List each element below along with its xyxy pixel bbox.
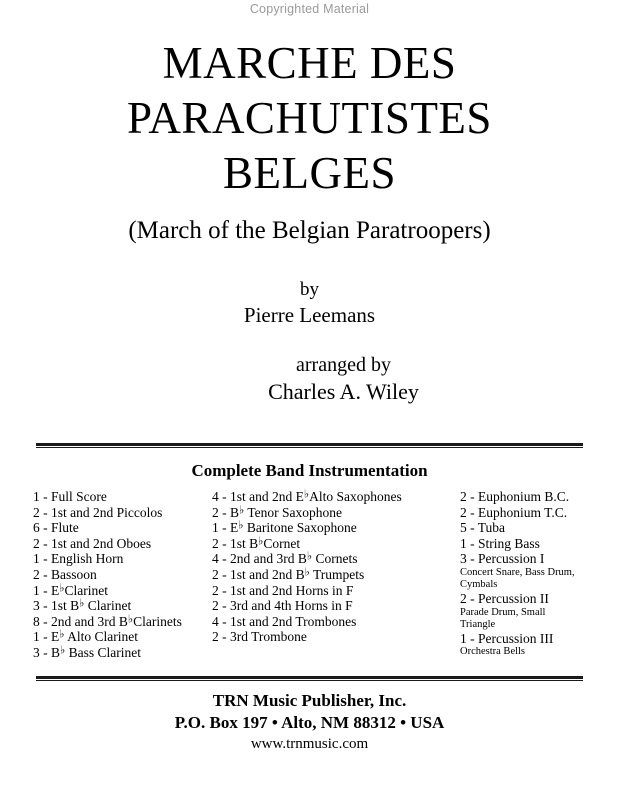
- instrumentation-item: 2 - B♭ Tenor Saxophone: [212, 504, 343, 520]
- divider-thin-line: [36, 680, 583, 681]
- flat-symbol-icon: ♭: [258, 535, 264, 548]
- instrumentation-item: 2 - Bassoon: [33, 566, 97, 582]
- publisher-website: www.trnmusic.com: [250, 736, 369, 752]
- instrumentation-item: 2 - 3rd Trombone: [212, 629, 307, 645]
- title-line-3: BELGES: [222, 148, 396, 198]
- flat-symbol-icon: ♭: [60, 644, 66, 657]
- instrumentation-detail: Concert Snare, Bass Drum,: [460, 566, 575, 578]
- instrumentation-column-3: [460, 489, 618, 658]
- arranger-label: arranged by: [296, 354, 391, 376]
- publisher-name: TRN Music Publisher, Inc.: [212, 691, 407, 710]
- flat-symbol-icon: ♭: [304, 566, 310, 579]
- divider-thin-line: [36, 447, 583, 448]
- instrumentation-item: 3 - Percussion I: [460, 551, 545, 567]
- instrumentation-item: 2 - 1st and 2nd Oboes: [33, 535, 152, 551]
- instrumentation-item: 2 - Percussion II: [460, 590, 549, 606]
- instrumentation-item: 3 - B♭ Bass Clarinet: [33, 644, 141, 660]
- instrumentation-item: 1 - E♭ Alto Clarinet: [33, 629, 138, 645]
- instrumentation-item: 4 - 1st and 2nd E♭Alto Saxophones: [212, 488, 402, 504]
- publisher-address: P.O. Box 197 • Alto, NM 88312 • USA: [174, 713, 445, 732]
- instrumentation-item: 5 - Tuba: [460, 520, 506, 536]
- instrumentation-item: 1 - E♭ Baritone Saxophone: [212, 519, 357, 536]
- subtitle: (March of the Belgian Paratroopers): [128, 217, 491, 244]
- flat-symbol-icon: ♭: [238, 519, 244, 532]
- flat-symbol-icon: ♭: [59, 582, 65, 595]
- flat-symbol-icon: ♭: [303, 488, 310, 501]
- instrumentation-item: 3 - 1st B♭ Clarinet: [33, 597, 132, 614]
- instrumentation-item: 1 - E♭Clarinet: [33, 582, 108, 598]
- title-line-1: MARCHE DES: [162, 38, 457, 88]
- flat-symbol-icon: ♭: [127, 613, 134, 626]
- instrumentation-item: 2 - 1st B♭Cornet: [212, 535, 301, 551]
- flat-symbol-icon: ♭: [79, 597, 85, 610]
- instrumentation-column-1: [33, 489, 213, 661]
- divider-rule-bottom: [36, 676, 583, 681]
- composer-label: by: [300, 279, 319, 300]
- instrumentation-item: 2 - 1st and 2nd Piccolos: [33, 504, 163, 520]
- flat-symbol-icon: ♭: [306, 551, 313, 564]
- flat-symbol-icon: ♭: [239, 504, 245, 517]
- title-line-2: PARACHUTISTES: [127, 93, 492, 143]
- instrumentation-item: 1 - English Horn: [33, 551, 124, 567]
- composer-name: Pierre Leemans: [243, 303, 376, 327]
- divider-rule-top: [36, 443, 583, 448]
- instrumentation-item: 1 - String Bass: [460, 535, 540, 551]
- instrumentation-heading: Complete Band Instrumentation: [191, 461, 428, 480]
- instrumentation-item: 2 - 3rd and 4th Horns in F: [212, 598, 353, 614]
- instrumentation-item: 2 - 1st and 2nd B♭ Trumpets: [212, 566, 365, 582]
- instrumentation-item: 1 - Percussion III: [460, 630, 554, 646]
- composer-block: [0, 278, 619, 329]
- instrumentation-column-2: [212, 489, 457, 645]
- instrumentation-detail: Triangle: [460, 618, 496, 630]
- instrumentation-columns: [0, 489, 619, 669]
- instrumentation-detail: Cymbals: [460, 578, 498, 590]
- arranger-name: Charles A. Wiley: [268, 379, 419, 404]
- flat-symbol-icon: ♭: [59, 629, 65, 642]
- publisher-block: [0, 690, 619, 755]
- instrumentation-item: 2 - 1st and 2nd Horns in F: [212, 582, 354, 598]
- instrumentation-item: 1 - Full Score: [33, 489, 107, 504]
- instrumentation-item: 2 - Euphonium B.C.: [460, 489, 570, 504]
- copyright-watermark: Copyrighted Material: [249, 2, 370, 16]
- title-block: [0, 36, 619, 201]
- arranger-block: [0, 352, 619, 406]
- instrumentation-item: 4 - 1st and 2nd Trombones: [212, 613, 357, 629]
- instrumentation-detail: Orchestra Bells: [460, 646, 526, 658]
- instrumentation-item: 2 - Euphonium T.C.: [460, 504, 568, 520]
- instrumentation-detail: Parade Drum, Small: [460, 606, 546, 618]
- instrumentation-item: 4 - 2nd and 3rd B♭ Cornets: [212, 551, 358, 567]
- instrumentation-item: 8 - 2nd and 3rd B♭Clarinets: [33, 613, 182, 629]
- instrumentation-item: 6 - Flute: [33, 520, 79, 536]
